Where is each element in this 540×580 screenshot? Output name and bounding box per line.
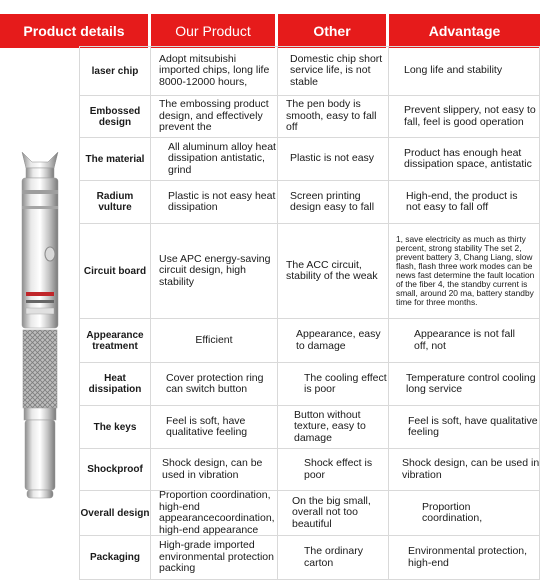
advantage-cell: Environmental protection, high-end xyxy=(408,545,528,569)
our-product-cell: All aluminum alloy heat dissipation antistatic, grind xyxy=(168,140,276,176)
our-product-cell: High-grade imported environmental protection packing xyxy=(159,539,274,575)
header-other: Other xyxy=(278,14,386,48)
advantage-cell: Appearance is not fall off, not xyxy=(414,328,515,352)
header-our-product: Our Product xyxy=(151,14,275,48)
our-product-cell: Feel is soft, have qualitative feeling xyxy=(166,414,248,438)
row-label: Overall design xyxy=(80,507,150,519)
our-product-cell: Efficient xyxy=(195,333,233,346)
advantage-cell: Prevent slippery, not easy to fall, feel is good operation xyxy=(404,104,536,128)
row-label: The material xyxy=(85,153,145,165)
row-label: Packaging xyxy=(89,552,141,563)
header-product-details: Product details xyxy=(0,14,148,48)
advantage-cell: Product has enough heat dissipation space, antistatic xyxy=(404,146,532,170)
our-product-cell: The embossing product design, and effectively prevent the xyxy=(159,98,269,134)
row-label: Embossed design xyxy=(89,105,141,128)
row-label: Appearance treatment xyxy=(86,329,144,352)
our-product-cell: Plastic is not easy heat dissipation xyxy=(168,189,276,213)
row-label: Radium vulture xyxy=(96,191,134,213)
advantage-cell: Temperature control cooling long service xyxy=(406,371,536,395)
other-cell: Appearance, easy to damage xyxy=(296,328,381,352)
other-cell: The cooling effect is poor xyxy=(304,371,387,395)
advantage-cell: 1, save electricity as much as thirty percent, strong stability The set 2, prevent battery 3, Chang Liang, slow flash, flash three work modes can be news fast determine the fault location of the fiber 4, the standby current is small, around 20 ma, battery standby time for three months. xyxy=(396,234,535,307)
header-advantage: Advantage xyxy=(389,14,540,48)
advantage-cell: Long life and stability xyxy=(404,64,503,77)
advantage-cell: High-end, the product is not easy to fall off xyxy=(406,189,518,213)
advantage-cell: Proportion coordination, xyxy=(422,500,483,524)
row-label: Shockproof xyxy=(87,464,143,475)
other-cell: Shock effect is poor xyxy=(304,457,373,481)
advantage-cell: Feel is soft, have qualitative feeling xyxy=(408,414,538,438)
other-cell: The pen body is smooth, easy to fall off xyxy=(286,98,377,134)
row-label: Heat dissipation xyxy=(88,373,142,395)
grid-line xyxy=(150,46,151,579)
our-product-cell: Shock design, can be used in vibration xyxy=(162,457,263,481)
fiber-pen-image xyxy=(0,150,80,510)
row-label: laser chip xyxy=(91,65,139,77)
other-cell: Screen printing design easy to fall xyxy=(290,189,375,213)
advantage-cell: Shock design, can be used in vibration xyxy=(402,457,540,481)
row-label: Circuit board xyxy=(83,265,147,277)
our-product-cell: Use APC energy-saving circuit design, high stability xyxy=(159,252,271,288)
other-cell: Domestic chip short service life, is not stable xyxy=(290,52,383,88)
other-cell: On the big small, overall not too beautiful xyxy=(292,494,371,530)
other-cell: The ordinary carton xyxy=(304,545,363,569)
other-cell: The ACC circuit, stability of the weak xyxy=(286,258,378,282)
our-product-cell: Adopt mitsubishi imported chips, long life 8000-12000 hours, xyxy=(159,52,270,88)
our-product-cell: Proportion coordination, high-end appearancecoordination, high-end appearance xyxy=(159,489,275,536)
other-cell: Plastic is not easy xyxy=(290,152,375,165)
row-label: The keys xyxy=(93,421,137,433)
our-product-cell: Cover protection ring can switch button xyxy=(166,371,264,395)
other-cell: Button without texture, easy to damage xyxy=(294,408,366,444)
